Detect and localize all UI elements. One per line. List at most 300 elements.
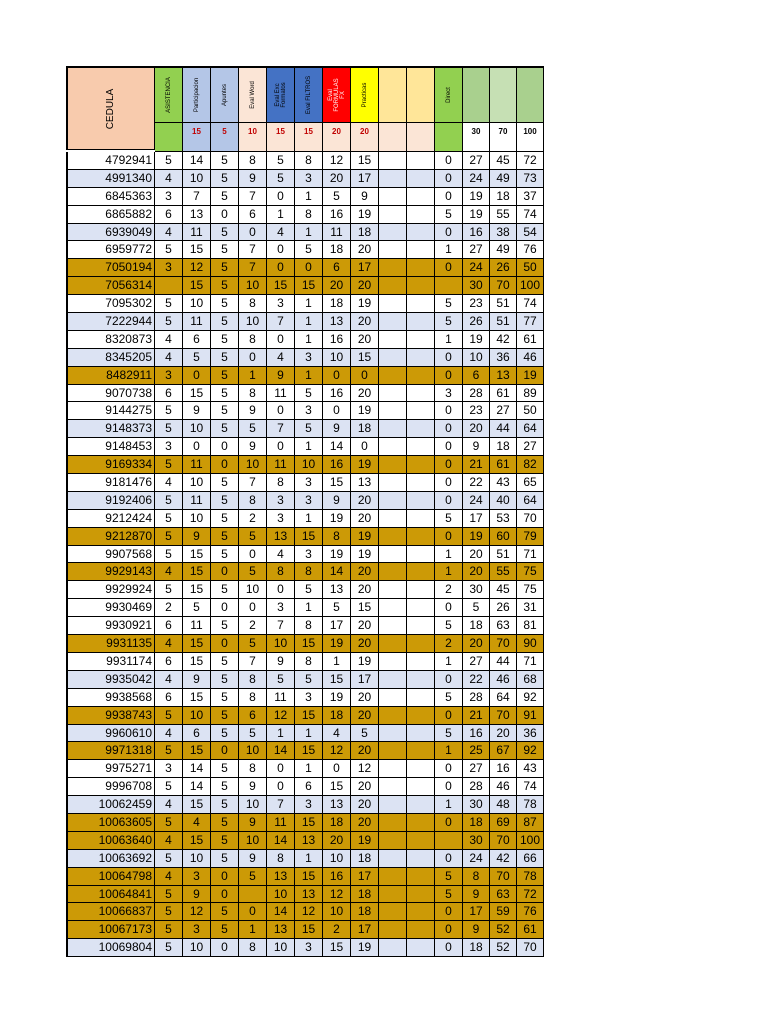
cell-asistencia[interactable]: 5	[155, 939, 183, 957]
cell-practicas[interactable]: 20	[351, 707, 379, 725]
cell-total-1[interactable]: 26	[463, 313, 490, 331]
cell-practicas[interactable]: 5	[351, 725, 379, 743]
cell-eval-filtros[interactable]: 1	[295, 725, 323, 743]
cell-total-3[interactable]: 72	[517, 152, 544, 170]
cell-blank-2[interactable]	[407, 742, 435, 760]
cell-practicas[interactable]: 17	[351, 170, 379, 188]
cell-total-2[interactable]: 55	[490, 206, 517, 224]
cell-eval-exc[interactable]: 1	[267, 725, 295, 743]
cell-total-1[interactable]: 28	[463, 778, 490, 796]
cell-practicas[interactable]: 20	[351, 277, 379, 295]
cell-eval-formulas[interactable]: 16	[323, 206, 351, 224]
cell-asistencia[interactable]: 6	[155, 689, 183, 707]
cell-blank-1[interactable]	[379, 689, 407, 707]
cell-total-1[interactable]: 20	[463, 635, 490, 653]
cell-cedula[interactable]: 9070738	[66, 385, 155, 403]
cell-eval-word[interactable]: 9	[239, 438, 267, 456]
cell-apuntes[interactable]: 5	[211, 277, 239, 295]
cell-cedula[interactable]: 10064798	[66, 868, 155, 886]
cell-blank-1[interactable]	[379, 492, 407, 510]
cell-eval-word[interactable]: 5	[239, 420, 267, 438]
cell-eval-formulas[interactable]: 13	[323, 313, 351, 331]
cell-apuntes[interactable]: 5	[211, 224, 239, 242]
cell-blank-2[interactable]	[407, 331, 435, 349]
cell-participacion[interactable]: 13	[183, 206, 211, 224]
cell-blank-1[interactable]	[379, 206, 407, 224]
cell-practicas[interactable]: 15	[351, 599, 379, 617]
cell-total-3[interactable]: 75	[517, 563, 544, 581]
cell-asistencia[interactable]: 5	[155, 241, 183, 259]
cell-direct[interactable]: 3	[435, 385, 463, 403]
cell-participacion[interactable]: 9	[183, 671, 211, 689]
cell-direct[interactable]: 0	[435, 367, 463, 385]
cell-eval-exc[interactable]: 11	[267, 814, 295, 832]
cell-practicas[interactable]: 19	[351, 402, 379, 420]
cell-participacion[interactable]: 15	[183, 635, 211, 653]
cell-direct[interactable]: 1	[435, 563, 463, 581]
cell-eval-exc[interactable]: 10	[267, 886, 295, 904]
cell-practicas[interactable]: 17	[351, 921, 379, 939]
cell-eval-formulas[interactable]: 8	[323, 528, 351, 546]
cell-total-1[interactable]: 16	[463, 224, 490, 242]
cell-direct[interactable]: 0	[435, 152, 463, 170]
cell-asistencia[interactable]: 3	[155, 188, 183, 206]
cell-eval-word[interactable]: 9	[239, 778, 267, 796]
cell-eval-exc[interactable]: 4	[267, 224, 295, 242]
cell-total-1[interactable]: 17	[463, 510, 490, 528]
cell-participacion[interactable]: 15	[183, 546, 211, 564]
cell-total-1[interactable]: 6	[463, 367, 490, 385]
cell-eval-filtros[interactable]: 3	[295, 546, 323, 564]
cell-total-1[interactable]: 27	[463, 241, 490, 259]
cell-practicas[interactable]: 20	[351, 635, 379, 653]
cell-total-2[interactable]: 38	[490, 224, 517, 242]
cell-cedula[interactable]: 10063605	[66, 814, 155, 832]
cell-asistencia[interactable]: 5	[155, 921, 183, 939]
cell-total-2[interactable]: 20	[490, 725, 517, 743]
cell-eval-word[interactable]: 10	[239, 313, 267, 331]
cell-eval-exc[interactable]: 3	[267, 492, 295, 510]
cell-direct[interactable]: 0	[435, 349, 463, 367]
cell-eval-exc[interactable]: 7	[267, 617, 295, 635]
cell-blank-1[interactable]	[379, 886, 407, 904]
cell-asistencia[interactable]: 4	[155, 331, 183, 349]
cell-participacion[interactable]: 11	[183, 617, 211, 635]
cell-blank-1[interactable]	[379, 295, 407, 313]
cell-total-3[interactable]: 75	[517, 581, 544, 599]
cell-total-3[interactable]: 27	[517, 438, 544, 456]
cell-blank-1[interactable]	[379, 420, 407, 438]
cell-total-2[interactable]: 70	[490, 868, 517, 886]
cell-total-1[interactable]: 18	[463, 617, 490, 635]
cell-total-3[interactable]: 64	[517, 420, 544, 438]
cell-eval-exc[interactable]: 14	[267, 832, 295, 850]
cell-eval-exc[interactable]: 14	[267, 742, 295, 760]
cell-eval-formulas[interactable]: 19	[323, 635, 351, 653]
cell-total-2[interactable]: 70	[490, 277, 517, 295]
cell-apuntes[interactable]: 5	[211, 474, 239, 492]
cell-blank-2[interactable]	[407, 778, 435, 796]
cell-blank-2[interactable]	[407, 850, 435, 868]
cell-eval-filtros[interactable]: 15	[295, 528, 323, 546]
cell-asistencia[interactable]: 4	[155, 474, 183, 492]
cell-eval-exc[interactable]: 0	[267, 402, 295, 420]
cell-direct[interactable]: 0	[435, 456, 463, 474]
cell-direct[interactable]: 5	[435, 886, 463, 904]
cell-cedula[interactable]: 10063640	[66, 832, 155, 850]
cell-total-1[interactable]: 9	[463, 438, 490, 456]
cell-apuntes[interactable]: 5	[211, 653, 239, 671]
cell-blank-1[interactable]	[379, 438, 407, 456]
cell-participacion[interactable]: 10	[183, 850, 211, 868]
cell-asistencia[interactable]: 5	[155, 581, 183, 599]
cell-participacion[interactable]: 14	[183, 152, 211, 170]
cell-total-1[interactable]: 24	[463, 170, 490, 188]
cell-total-1[interactable]: 20	[463, 563, 490, 581]
cell-total-3[interactable]: 68	[517, 671, 544, 689]
cell-total-3[interactable]: 89	[517, 385, 544, 403]
cell-total-1[interactable]: 21	[463, 456, 490, 474]
cell-eval-word[interactable]: 0	[239, 599, 267, 617]
cell-total-2[interactable]: 52	[490, 921, 517, 939]
cell-apuntes[interactable]: 5	[211, 349, 239, 367]
cell-eval-filtros[interactable]: 1	[295, 599, 323, 617]
cell-blank-1[interactable]	[379, 921, 407, 939]
cell-eval-formulas[interactable]: 20	[323, 832, 351, 850]
cell-blank-1[interactable]	[379, 635, 407, 653]
cell-eval-exc[interactable]: 0	[267, 241, 295, 259]
cell-total-2[interactable]: 61	[490, 385, 517, 403]
cell-blank-1[interactable]	[379, 903, 407, 921]
cell-blank-1[interactable]	[379, 546, 407, 564]
cell-direct[interactable]: 1	[435, 241, 463, 259]
cell-total-2[interactable]: 49	[490, 170, 517, 188]
cell-total-3[interactable]: 61	[517, 921, 544, 939]
cell-eval-filtros[interactable]: 1	[295, 510, 323, 528]
cell-direct[interactable]: 0	[435, 939, 463, 957]
cell-apuntes[interactable]: 5	[211, 331, 239, 349]
cell-eval-word[interactable]: 7	[239, 259, 267, 277]
cell-blank-1[interactable]	[379, 385, 407, 403]
cell-cedula[interactable]: 6939049	[66, 224, 155, 242]
cell-participacion[interactable]: 9	[183, 886, 211, 904]
cell-total-2[interactable]: 44	[490, 653, 517, 671]
cell-total-3[interactable]: 100	[517, 277, 544, 295]
cell-eval-filtros[interactable]: 3	[295, 796, 323, 814]
cell-total-2[interactable]: 48	[490, 796, 517, 814]
cell-participacion[interactable]: 15	[183, 563, 211, 581]
cell-blank-2[interactable]	[407, 402, 435, 420]
cell-eval-exc[interactable]: 3	[267, 295, 295, 313]
cell-eval-word[interactable]: 0	[239, 903, 267, 921]
cell-total-3[interactable]: 64	[517, 492, 544, 510]
cell-direct[interactable]: 0	[435, 599, 463, 617]
cell-direct[interactable]: 5	[435, 725, 463, 743]
cell-blank-2[interactable]	[407, 420, 435, 438]
cell-direct[interactable]: 0	[435, 903, 463, 921]
cell-participacion[interactable]: 10	[183, 510, 211, 528]
cell-practicas[interactable]: 19	[351, 528, 379, 546]
cell-eval-formulas[interactable]: 19	[323, 689, 351, 707]
cell-cedula[interactable]: 10067173	[66, 921, 155, 939]
cell-practicas[interactable]: 18	[351, 886, 379, 904]
cell-total-3[interactable]: 19	[517, 367, 544, 385]
cell-eval-formulas[interactable]: 0	[323, 760, 351, 778]
cell-eval-exc[interactable]: 0	[267, 438, 295, 456]
cell-practicas[interactable]: 19	[351, 939, 379, 957]
cell-direct[interactable]	[435, 832, 463, 850]
cell-cedula[interactable]: 9148373	[66, 420, 155, 438]
cell-asistencia[interactable]: 5	[155, 707, 183, 725]
cell-asistencia[interactable]: 2	[155, 599, 183, 617]
cell-cedula[interactable]: 9930469	[66, 599, 155, 617]
cell-total-2[interactable]: 51	[490, 313, 517, 331]
cell-asistencia[interactable]: 4	[155, 349, 183, 367]
cell-asistencia[interactable]: 5	[155, 528, 183, 546]
cell-blank-1[interactable]	[379, 456, 407, 474]
cell-eval-filtros[interactable]: 8	[295, 653, 323, 671]
cell-blank-2[interactable]	[407, 868, 435, 886]
cell-apuntes[interactable]: 5	[211, 689, 239, 707]
cell-practicas[interactable]: 20	[351, 796, 379, 814]
cell-blank-1[interactable]	[379, 402, 407, 420]
cell-eval-filtros[interactable]: 1	[295, 224, 323, 242]
cell-cedula[interactable]: 9931174	[66, 653, 155, 671]
cell-blank-2[interactable]	[407, 510, 435, 528]
cell-asistencia[interactable]: 5	[155, 886, 183, 904]
cell-eval-filtros[interactable]: 8	[295, 563, 323, 581]
cell-total-2[interactable]: 16	[490, 760, 517, 778]
cell-practicas[interactable]: 17	[351, 259, 379, 277]
cell-eval-exc[interactable]: 13	[267, 528, 295, 546]
cell-participacion[interactable]: 10	[183, 474, 211, 492]
cell-total-3[interactable]: 50	[517, 402, 544, 420]
cell-cedula[interactable]: 7056314	[66, 277, 155, 295]
cell-blank-1[interactable]	[379, 939, 407, 957]
cell-blank-2[interactable]	[407, 832, 435, 850]
cell-eval-exc[interactable]: 8	[267, 474, 295, 492]
cell-practicas[interactable]: 20	[351, 778, 379, 796]
cell-practicas[interactable]: 18	[351, 420, 379, 438]
cell-blank-2[interactable]	[407, 671, 435, 689]
cell-eval-filtros[interactable]: 1	[295, 367, 323, 385]
cell-participacion[interactable]: 9	[183, 528, 211, 546]
cell-cedula[interactable]: 9929924	[66, 581, 155, 599]
cell-direct[interactable]: 1	[435, 331, 463, 349]
cell-total-3[interactable]: 61	[517, 331, 544, 349]
cell-participacion[interactable]: 11	[183, 492, 211, 510]
cell-eval-word[interactable]: 6	[239, 707, 267, 725]
cell-participacion[interactable]: 15	[183, 277, 211, 295]
cell-direct[interactable]: 0	[435, 492, 463, 510]
cell-apuntes[interactable]: 5	[211, 778, 239, 796]
cell-total-2[interactable]: 45	[490, 152, 517, 170]
cell-blank-1[interactable]	[379, 581, 407, 599]
cell-eval-word[interactable]: 10	[239, 581, 267, 599]
cell-total-2[interactable]: 69	[490, 814, 517, 832]
cell-total-2[interactable]: 51	[490, 546, 517, 564]
cell-direct[interactable]: 0	[435, 474, 463, 492]
cell-practicas[interactable]: 19	[351, 546, 379, 564]
cell-eval-filtros[interactable]: 5	[295, 671, 323, 689]
cell-eval-formulas[interactable]: 0	[323, 367, 351, 385]
cell-blank-1[interactable]	[379, 313, 407, 331]
cell-practicas[interactable]: 19	[351, 206, 379, 224]
cell-blank-1[interactable]	[379, 850, 407, 868]
cell-blank-2[interactable]	[407, 170, 435, 188]
cell-eval-exc[interactable]: 10	[267, 939, 295, 957]
cell-eval-formulas[interactable]: 17	[323, 617, 351, 635]
cell-eval-word[interactable]: 9	[239, 170, 267, 188]
cell-participacion[interactable]: 3	[183, 868, 211, 886]
cell-total-2[interactable]: 55	[490, 563, 517, 581]
cell-eval-word[interactable]: 7	[239, 241, 267, 259]
cell-blank-1[interactable]	[379, 653, 407, 671]
cell-total-1[interactable]: 18	[463, 939, 490, 957]
cell-eval-word[interactable]: 1	[239, 367, 267, 385]
cell-blank-2[interactable]	[407, 295, 435, 313]
cell-eval-exc[interactable]: 9	[267, 367, 295, 385]
cell-eval-formulas[interactable]: 14	[323, 563, 351, 581]
cell-eval-formulas[interactable]: 5	[323, 599, 351, 617]
cell-total-3[interactable]: 77	[517, 313, 544, 331]
cell-practicas[interactable]: 18	[351, 224, 379, 242]
cell-apuntes[interactable]: 5	[211, 671, 239, 689]
cell-eval-formulas[interactable]: 14	[323, 438, 351, 456]
cell-asistencia[interactable]: 5	[155, 742, 183, 760]
cell-total-2[interactable]: 61	[490, 456, 517, 474]
cell-eval-exc[interactable]: 14	[267, 903, 295, 921]
cell-direct[interactable]: 0	[435, 778, 463, 796]
cell-total-1[interactable]: 24	[463, 850, 490, 868]
cell-direct[interactable]: 1	[435, 653, 463, 671]
cell-eval-word[interactable]: 9	[239, 814, 267, 832]
cell-eval-formulas[interactable]: 6	[323, 259, 351, 277]
cell-eval-formulas[interactable]: 13	[323, 796, 351, 814]
cell-asistencia[interactable]: 5	[155, 778, 183, 796]
cell-total-2[interactable]: 49	[490, 241, 517, 259]
cell-cedula[interactable]: 9169334	[66, 456, 155, 474]
cell-practicas[interactable]: 20	[351, 563, 379, 581]
cell-practicas[interactable]: 20	[351, 689, 379, 707]
cell-practicas[interactable]: 20	[351, 617, 379, 635]
cell-apuntes[interactable]: 5	[211, 760, 239, 778]
cell-direct[interactable]: 5	[435, 617, 463, 635]
cell-cedula[interactable]: 4792941	[66, 152, 155, 170]
cell-practicas[interactable]: 9	[351, 188, 379, 206]
cell-eval-word[interactable]: 10	[239, 456, 267, 474]
cell-total-2[interactable]: 26	[490, 259, 517, 277]
cell-practicas[interactable]: 19	[351, 456, 379, 474]
cell-practicas[interactable]: 20	[351, 385, 379, 403]
cell-eval-exc[interactable]: 11	[267, 456, 295, 474]
cell-blank-1[interactable]	[379, 188, 407, 206]
cell-eval-word[interactable]: 7	[239, 474, 267, 492]
cell-total-2[interactable]: 70	[490, 707, 517, 725]
cell-asistencia[interactable]: 5	[155, 402, 183, 420]
cell-direct[interactable]: 0	[435, 760, 463, 778]
cell-total-2[interactable]: 64	[490, 689, 517, 707]
cell-total-1[interactable]: 30	[463, 832, 490, 850]
cell-cedula[interactable]: 9192406	[66, 492, 155, 510]
cell-apuntes[interactable]: 5	[211, 385, 239, 403]
cell-asistencia[interactable]: 4	[155, 671, 183, 689]
cell-cedula[interactable]: 9907568	[66, 546, 155, 564]
cell-eval-word[interactable]: 7	[239, 653, 267, 671]
cell-total-2[interactable]: 46	[490, 671, 517, 689]
cell-eval-filtros[interactable]: 5	[295, 241, 323, 259]
cell-cedula[interactable]: 9930921	[66, 617, 155, 635]
cell-asistencia[interactable]: 5	[155, 814, 183, 832]
cell-eval-word[interactable]: 8	[239, 671, 267, 689]
cell-eval-exc[interactable]: 8	[267, 563, 295, 581]
cell-direct[interactable]: 5	[435, 510, 463, 528]
cell-apuntes[interactable]: 5	[211, 402, 239, 420]
cell-eval-exc[interactable]: 0	[267, 760, 295, 778]
cell-eval-formulas[interactable]: 15	[323, 778, 351, 796]
cell-total-2[interactable]: 26	[490, 599, 517, 617]
cell-eval-formulas[interactable]: 4	[323, 725, 351, 743]
cell-participacion[interactable]: 15	[183, 832, 211, 850]
cell-participacion[interactable]: 3	[183, 921, 211, 939]
cell-total-3[interactable]: 79	[517, 528, 544, 546]
cell-total-1[interactable]: 19	[463, 188, 490, 206]
cell-cedula[interactable]: 10066837	[66, 903, 155, 921]
cell-eval-word[interactable]: 5	[239, 868, 267, 886]
cell-total-1[interactable]: 19	[463, 206, 490, 224]
cell-apuntes[interactable]: 5	[211, 492, 239, 510]
cell-total-3[interactable]: 76	[517, 241, 544, 259]
cell-participacion[interactable]: 11	[183, 224, 211, 242]
cell-blank-2[interactable]	[407, 707, 435, 725]
cell-total-3[interactable]: 66	[517, 850, 544, 868]
cell-eval-filtros[interactable]: 1	[295, 295, 323, 313]
cell-eval-word[interactable]	[239, 886, 267, 904]
cell-participacion[interactable]: 15	[183, 581, 211, 599]
cell-total-3[interactable]: 92	[517, 742, 544, 760]
cell-cedula[interactable]: 10062459	[66, 796, 155, 814]
cell-cedula[interactable]: 9181476	[66, 474, 155, 492]
cell-practicas[interactable]: 18	[351, 850, 379, 868]
cell-eval-filtros[interactable]: 3	[295, 170, 323, 188]
cell-blank-1[interactable]	[379, 277, 407, 295]
cell-blank-2[interactable]	[407, 385, 435, 403]
cell-total-2[interactable]: 70	[490, 832, 517, 850]
cell-apuntes[interactable]: 5	[211, 367, 239, 385]
cell-total-1[interactable]: 24	[463, 492, 490, 510]
cell-eval-formulas[interactable]: 20	[323, 277, 351, 295]
cell-direct[interactable]: 0	[435, 188, 463, 206]
cell-eval-formulas[interactable]: 16	[323, 385, 351, 403]
cell-eval-formulas[interactable]: 15	[323, 474, 351, 492]
cell-direct[interactable]: 0	[435, 671, 463, 689]
cell-total-1[interactable]: 17	[463, 903, 490, 921]
cell-eval-formulas[interactable]: 12	[323, 152, 351, 170]
cell-total-1[interactable]: 27	[463, 653, 490, 671]
cell-blank-1[interactable]	[379, 742, 407, 760]
cell-total-2[interactable]: 67	[490, 742, 517, 760]
cell-blank-2[interactable]	[407, 206, 435, 224]
cell-eval-word[interactable]: 5	[239, 528, 267, 546]
cell-total-1[interactable]: 21	[463, 707, 490, 725]
cell-cedula[interactable]: 6845363	[66, 188, 155, 206]
cell-eval-filtros[interactable]: 5	[295, 420, 323, 438]
cell-eval-filtros[interactable]: 10	[295, 456, 323, 474]
cell-apuntes[interactable]: 5	[211, 796, 239, 814]
cell-blank-1[interactable]	[379, 528, 407, 546]
cell-apuntes[interactable]: 0	[211, 563, 239, 581]
cell-asistencia[interactable]: 5	[155, 420, 183, 438]
